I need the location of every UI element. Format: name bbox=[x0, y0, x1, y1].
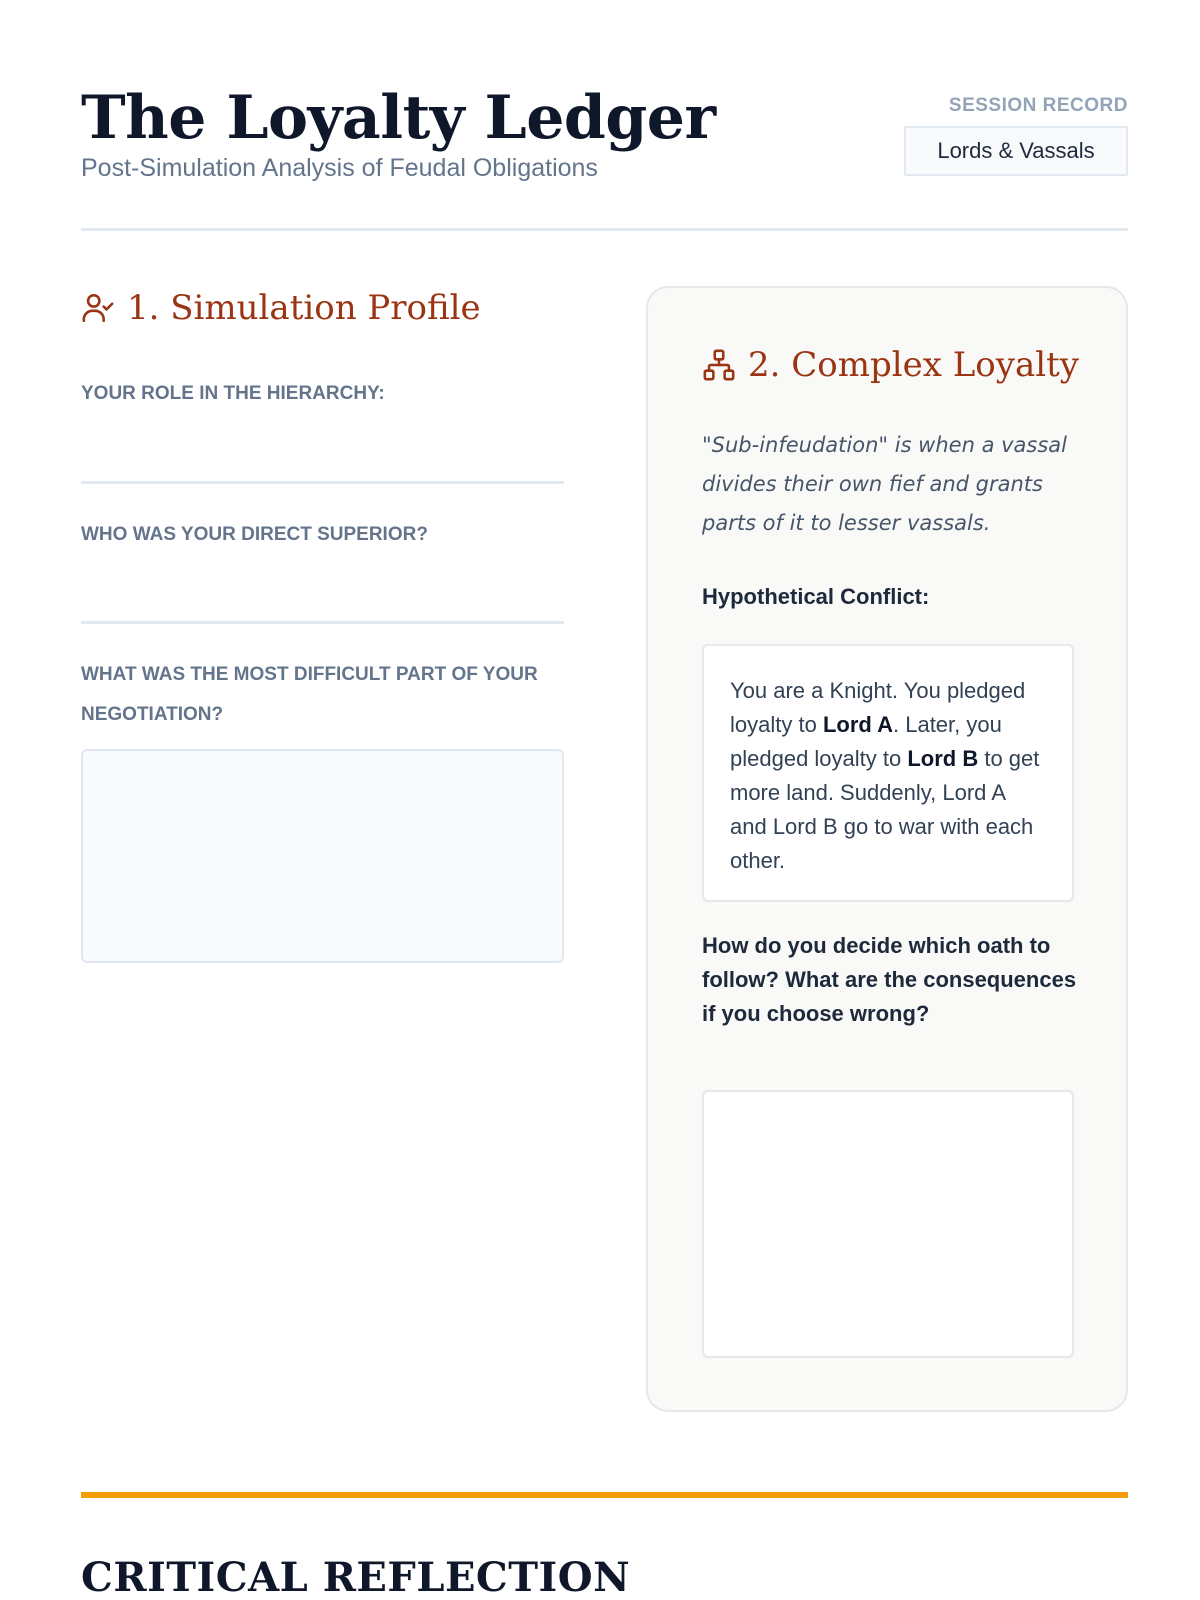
session-record-badge: Lords & Vassals bbox=[904, 126, 1128, 176]
scenario-lord-a: Lord A bbox=[822, 712, 893, 737]
superior-input[interactable] bbox=[81, 584, 564, 624]
role-label: YOUR ROLE IN THE HIERARCHY: bbox=[81, 383, 385, 404]
complex-loyalty-heading bbox=[702, 344, 1079, 386]
scenario-text-3: to get more land. Suddenly, Lord A and Lord B go to war with each other. bbox=[730, 746, 1040, 873]
simulation-profile-heading bbox=[81, 287, 481, 329]
conflict-scenario-box bbox=[702, 644, 1074, 902]
complex-loyalty-card bbox=[646, 286, 1128, 1412]
sub-infeudation-definition: "Sub-infeudation" is when a vassal divides their own fief and grants parts of it to lesser vassals. bbox=[702, 433, 1067, 535]
hierarchy-icon bbox=[702, 348, 736, 382]
difficulty-textarea[interactable] bbox=[81, 749, 564, 963]
page-title: The Loyalty Ledger bbox=[81, 83, 716, 153]
user-check-icon bbox=[81, 291, 115, 325]
oath-answer-textarea[interactable] bbox=[702, 1090, 1074, 1358]
simulation-profile-title: 1. Simulation Profile bbox=[127, 288, 481, 328]
critical-reflection-heading: CRITICAL REFLECTION bbox=[81, 1554, 631, 1600]
role-input[interactable] bbox=[81, 444, 564, 484]
oath-question: How do you decide which oath to follow? What are the consequences if you choose wrong? bbox=[702, 933, 1077, 1026]
superior-label: WHO WAS YOUR DIRECT SUPERIOR? bbox=[81, 524, 428, 545]
scenario-text-2: . Later, you pledged loyalty to bbox=[730, 712, 1002, 771]
page-subtitle: Post-Simulation Analysis of Feudal Obligations bbox=[81, 154, 598, 182]
accent-divider bbox=[81, 1492, 1128, 1498]
header-divider bbox=[81, 228, 1128, 231]
hypothetical-conflict-label: Hypothetical Conflict: bbox=[702, 584, 930, 609]
worksheet-page bbox=[81, 0, 1128, 1600]
complex-loyalty-title: 2. Complex Loyalty bbox=[748, 345, 1079, 385]
difficulty-label: WHAT WAS THE MOST DIFFICULT PART OF YOUR NEGOTIATION? bbox=[81, 664, 538, 725]
scenario-text-1: You are a Knight. You pledged loyalty to bbox=[730, 678, 1026, 737]
session-record-label: SESSION RECORD bbox=[948, 95, 1128, 116]
scenario-lord-b: Lord B bbox=[907, 746, 979, 771]
